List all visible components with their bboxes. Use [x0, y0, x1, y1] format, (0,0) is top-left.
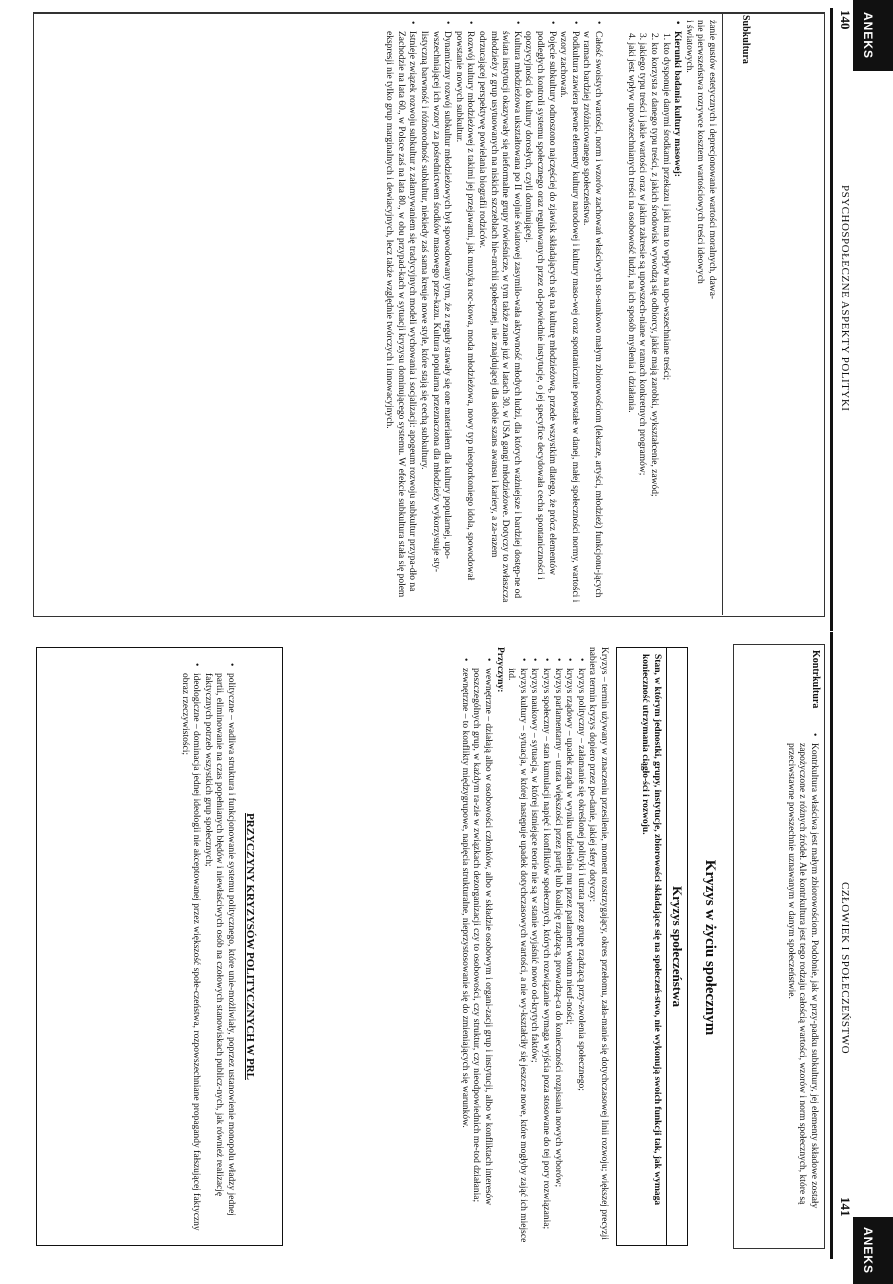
cause-item: • wewnętrzne – działają albo w osobowości członków, albo w składzie osobowym i organi-zacji grup i instytucji, albo w konfliktach interesów poszczególnych grup, w każdym ra-zie w związkach dezorganizacji czy to osobowości, czy struktur, czy nieodpowiednich me-tod działania;	[470, 657, 493, 1247]
research-item: 1. kto dysponuje danymi środkami przekazu i jaki ma to wpływ na upo-wszechniane treści;	[660, 33, 671, 381]
crisis-type: • kryzys polityczny – załamanie się określonej polityki i utrata przez grupę rządzącą przy-zwolenia społecznego;	[574, 657, 586, 1247]
subculture-bullet: • Rozwój kultury młodzieżowej z takimi jej przejawami, jak muzyka roc-kowa, moda młodzieżowa, nowy typ nieoporkoniego idola, spowodował powstanie nowych subkultur.	[452, 20, 475, 605]
text-line: i światowych.	[683, 20, 694, 73]
box-title: Kryzys społeczeństwa	[666, 648, 687, 1245]
subculture-bullet: • Pojęcie subkultury odnoszono najczęściej do zjawisk składających się na kulturę młodzieżową, przede wszystkim dlatego, że prócz elementów podległych kontroli systemu społecznego oraz regulowanych przez od-powiednie instytucje, o jej specyfice decydowała cecha spontaniczności i opozycyjności do kultury dorosłych, czyli dominującej.	[522, 20, 557, 605]
page-number: 140	[838, 10, 853, 30]
header-rule	[830, 8, 833, 631]
research-item: 4. jaki jest wpływ upowszechnianych treści na osobowość ludzi, na ich sposób myślenia i działania.	[625, 33, 636, 413]
row-label-counterculture: Kontrkultura	[810, 650, 821, 709]
crisis-type: • kryzys kultury – sytuacja, w której następuje upadek dotychczasowych wartości, a nie wy-kształciły się jeszcze nowe, które mogłyby zająć ich miejsce itd.	[505, 657, 528, 1247]
page-141	[0, 632, 893, 1275]
prl-item: • polityczne – wadliwa struktura i funkcjonowanie systemu politycznego, które unie-możliwiały, poprzez ustanowienie monopolu władzy jednej partii, eliminowanie na czas popełnianych błędów i niewłaściwych osób na czołowych stanowiskach publicz-nych, jak również realizację faktycznych potrzeb wszystkich grup społecznych;	[201, 662, 236, 1231]
research-item: 2. kto korzysta z danego typu treści, z jakich środowisk wywodzą się odbiorcy, jakie mają zarobki, wykształcenie, zawód;	[649, 33, 660, 497]
subculture-bullet: • Dynamiczny rozwój subkultur młodzieżowych był spowodowany tym, że z reguły stawały się one materiałem dla kultury popularnej, upo-wszechniającej ich wzory za pośrednictwem środków masowego prze-kazu. Kultura popularna przeznaczona dla młodzieży wykorzystuje sty-listyczną barwność i różnorodność subkultur, niekiedy zaś sama kreuje nowe style, które stają się cechą subkultury.	[418, 20, 453, 605]
box-text: Stan, w którym jednostki, grupy, instytucje, zbiorowości składające się na społeczeń-stwo, nie wykonują swoich funkcji tak, jak wymaga konieczność utrzymania ciągło-ści i rozwoju.	[640, 654, 662, 1206]
crisis-type: • kryzys naukowy – sytuacja, w której istniejące teorie nie są w stanie wyjaśnić nowo od-krytych faktów;	[528, 657, 540, 1247]
mass-culture-continuation	[624, 20, 717, 605]
research-heading: • Kierunki badania kultury masowej:	[671, 20, 683, 605]
row-divider	[722, 12, 723, 615]
page-number: 141	[838, 1197, 853, 1217]
text-line: nie pierwszeństwa rozrywce kosztem wartościowych treści ideowych	[695, 20, 706, 284]
subculture-content	[383, 20, 603, 605]
crisis-type: • kryzys społeczny – stan kumulacji napięć i konfliktów społecznych, których rozwiązanie wymaga wyjścia poza stosowane do tej pory rozwiązania;	[539, 657, 551, 1247]
running-header: CZŁOWIEK I SPOŁECZEŃSTWO	[839, 882, 851, 1055]
crisis-type: • kryzys parlamentarny – utrata większości przez partię lub koalicję rządzącą, prowadzą-ca do konieczności rozpisania nowych wyborów;	[551, 657, 563, 1247]
subculture-bullet: • Całość swoistych wartości, norm i wzorów zachowań właściwych sto-sunkowo małym zbiorowościom (lekarze, artyści, młodzież) funkcjonu-jących w ramach bardziej zróżnicowanego społeczeństwa.	[580, 20, 603, 605]
prl-box	[36, 647, 283, 1246]
text-line: żanie gustów estetycznych i deprecjonowanie wartości moralnych, dawa-	[707, 20, 717, 300]
prl-item: • ideologiczne – dominacja jednej ideologii nie akceptowanej przez większość społe-czeństwa, rozpowszechniane propagandy fałszującej faktyczny obraz rzeczywistości;	[178, 662, 201, 1231]
chapter-title: Kryzys w życiu społecznym	[702, 859, 718, 1036]
crisis-definition: Kryzys – termin używany w znaczeniu przesilenie, moment rozstrzygający, okres przełomu, zała-manie się dotychczasowej linii rozwoju; większej precyzji nabiera termin kryzys dopiero przez po-danie, jakiej sfery dotyczy:	[587, 647, 609, 1240]
definition-box	[616, 647, 688, 1246]
column-divider	[34, 13, 824, 14]
row-label-subculture: Subkultura	[740, 15, 751, 64]
running-header: PSYCHOSPOŁECZNE ASPEKTY POLITYKI	[839, 185, 851, 412]
prl-title: PRZYCZYNY KRYZYSÓW POLITYCZNYCH W PRL	[244, 813, 256, 1080]
subculture-bullet: • Podkultura zawiera pewne elementy kultury narodowej i kultury maso-wej oraz spontanicznie powstałe w danej, małej społeczności normy, wartości i wzory zachowań.	[557, 20, 580, 605]
crisis-type: • kryzys rządowy – upadek rządu w wyniku udzielenia mu przez parlament wotum nieuf-ności;	[563, 657, 575, 1247]
cause-item: • zewnętrzne – to konflikty międzygrupowe, napięcia strukturalne, nieprzystosowanie się do zmieniających się warunków.	[458, 657, 470, 1247]
header-rule	[830, 632, 833, 1259]
causes-heading: Przyczyny:	[494, 647, 505, 693]
aneks-tab: ANEKS	[853, 1217, 893, 1284]
counterculture-text: • Kontrkultura właściwa jest małym zbiorowościom. Podobnie, jak w przy-padku subkultury, jej elementy składowe zostały zapożyczone z różnych źródeł. Ale kontrkultura jest tego rodzaju całością wartości, wzorów i norm społecznych, które są przeciwstawne powszechnie uznawanym w danym społeczeństwie.	[784, 732, 819, 1243]
crisis-section	[458, 647, 609, 1247]
research-item: 3. jakiego typu treści i jakie wartości oraz w jakim zakresie są upowszech-niane w ramach konkretnych programów;	[637, 33, 648, 476]
page-140	[0, 0, 893, 631]
subculture-bullet: • Istnieje związek rozwoju subkultur z załamywaniem się tradycyjnych modeli wychowania i socjalizacji: apogeum rozwoju subkultur przypa-dło na Zachodzie na lata 60., w Polsce zaś na lata 80., w obu przypad-kach w sytuacji kryzysu dominującego systemu. W efekcie subkultura stała się polem ekspresji nie tylko grup marginalnych i dewiacyjnych, lecz także względnie twórczych i innowacyjnych.	[383, 20, 418, 605]
aneks-tab: ANEKS	[853, 0, 893, 71]
subculture-bullet: • Kultura młodzieżowa ukształtowana po II wojnie światowej zasymilo-wała aktywność młodych ludzi, dla których ważniejsze i bardziej dostęp-ne od świata instytucji okazywały się nieformalne grupy rówieśnicze, w tym także znane już w latach 30. w USA gangi młodzieżowe. Dotyczy to zwłaszcza młodzieży z grup usytuowanych na niskich szczeblach hie-rarchii społecznej, nie znajdującej dla siebie szans awansu i kariery, a za-razem odrzucającej perspektywę powielania biografii rodziców.	[475, 20, 521, 605]
